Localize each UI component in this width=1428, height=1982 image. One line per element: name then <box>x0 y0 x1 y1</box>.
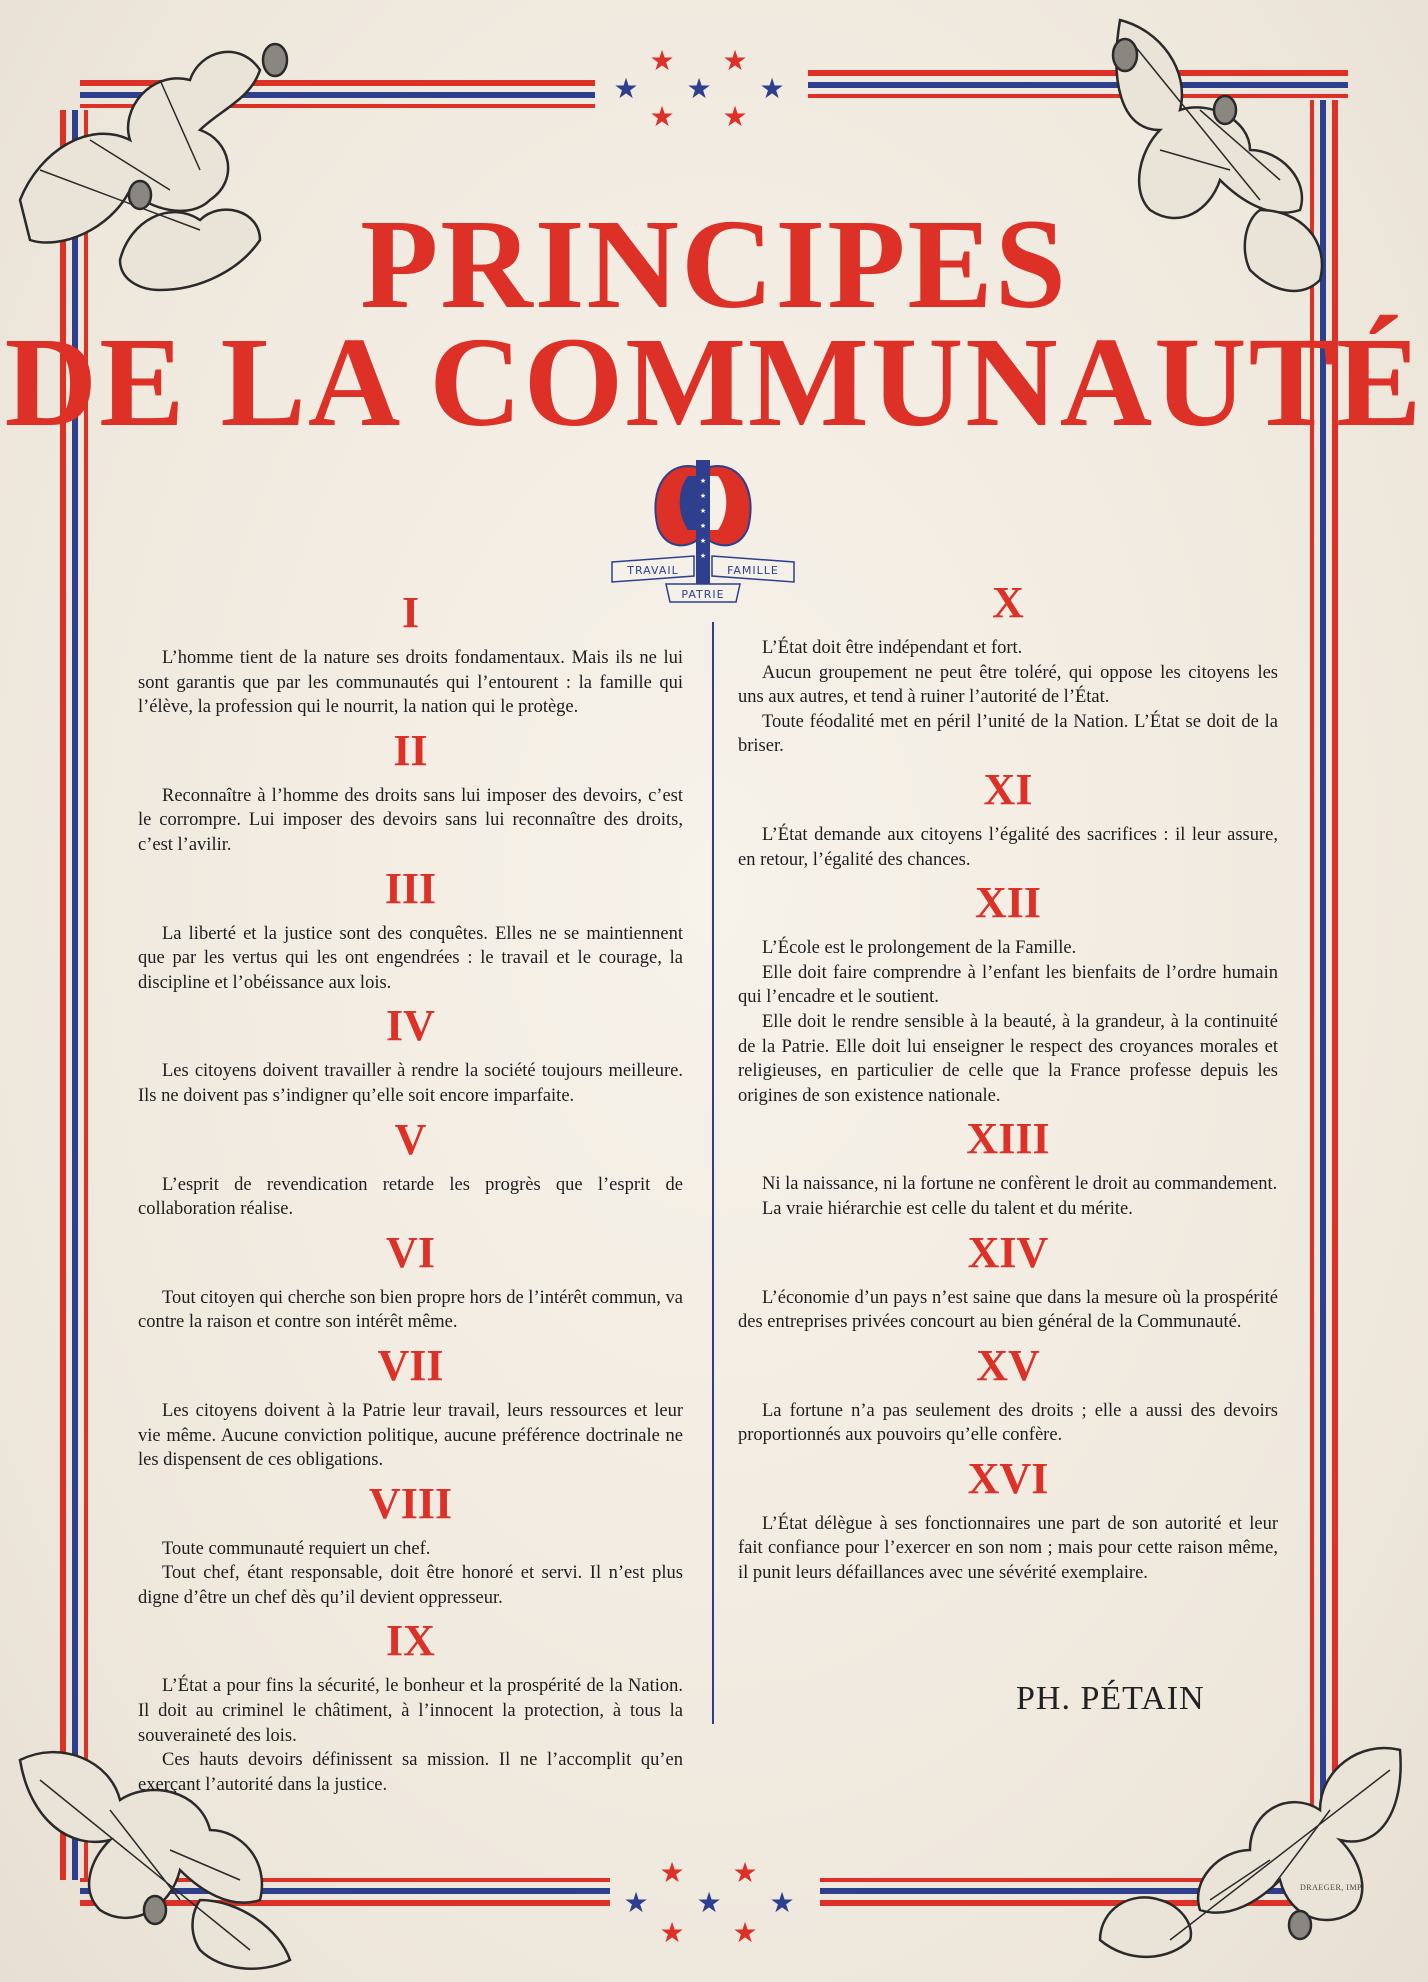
svg-text:★: ★ <box>732 1916 758 1949</box>
article-paragraph: Toute communauté requiert un chef. <box>162 1538 431 1559</box>
article-paragraph: Ni la naissance, ni la fortune ne confèrent le droit au commandement. <box>762 1174 1278 1195</box>
article-numeral: XV <box>976 1340 1040 1390</box>
article-paragraph: Reconnaître à l’homme des droits sans lui imposer des devoirs, c’est le corrompre. Lui imposer des devoirs sans lui reconnaître des droits, c’est l’avilir. <box>138 785 683 855</box>
article-numeral: X <box>992 578 1024 627</box>
article <box>738 1227 1278 1335</box>
svg-text:★: ★ <box>699 522 707 530</box>
svg-text:★: ★ <box>686 72 712 105</box>
article-numeral: XVI <box>967 1453 1049 1503</box>
article-paragraph: Les citoyens doivent à la Patrie leur travail, leurs ressources et leur vie même. Aucune conviction politique, aucune préférence doctrinale ne les dispensent de ces obligations. <box>138 1400 683 1471</box>
article <box>138 1478 683 1611</box>
article <box>138 725 683 858</box>
article-paragraph: Tout chef, étant responsable, doit être honoré et servi. Il n’est plus digne d’être un chef dès qu’il devient oppresseur. <box>138 1563 683 1608</box>
article-paragraph: Elle doit faire comprendre à l’enfant les bienfaits de l’ordre humain qui l’encadre et le soutient. <box>738 962 1278 1008</box>
article-numeral: VII <box>377 1340 444 1390</box>
article-paragraph: Aucun groupement ne peut être toléré, qui oppose les citoyens les uns aux autres, et tend à ruiner l’autorité de l’État. <box>738 662 1278 708</box>
title-line-2: DE LA COMMUNAUTÉ <box>4 311 1424 453</box>
svg-text:★: ★ <box>759 72 785 105</box>
banner-famille: FAMILLE <box>727 564 779 577</box>
article-paragraph: L’École est le prolongement de la Famille. <box>762 938 1077 959</box>
article-paragraph: La liberté et la justice sont des conquêtes. Elles ne se maintiennent que par les vertus qui les ont engendrées : le travail et le courage, la discipline et l’obéissance aux lois. <box>138 923 683 993</box>
article <box>738 1453 1278 1586</box>
right-column <box>738 572 1278 1586</box>
article <box>738 1340 1278 1448</box>
svg-text:★: ★ <box>699 507 707 515</box>
svg-text:★: ★ <box>613 72 639 105</box>
article <box>738 580 1278 759</box>
article-numeral: IX <box>386 1616 435 1666</box>
svg-text:★: ★ <box>623 1886 649 1919</box>
article <box>138 1340 683 1473</box>
article-paragraph: L’État a pour fins la sécurité, le bonheur et la prospérité de la Nation. Il doit au criminel le châtiment, à l’innocent la protection, à tous la souveraineté des lois. <box>138 1676 683 1746</box>
article-paragraph: L’État doit être indépendant et fort. <box>762 638 1023 658</box>
article <box>738 1116 1278 1221</box>
oak-leaves-bottom-right <box>1100 1748 1401 1957</box>
article-paragraph: L’État délègue à ses fonctionnaires une part de son autorité et leur fait confiance pour l’exercer en son nom ; mais pour cette raison même, il punit leurs défaillances avec une sévérité exemplaire. <box>738 1513 1278 1584</box>
svg-text:★: ★ <box>722 100 748 133</box>
article-numeral: V <box>394 1114 427 1164</box>
article <box>738 880 1278 1108</box>
bottom-stars <box>623 1856 794 1949</box>
svg-text:★: ★ <box>769 1886 795 1919</box>
article-paragraph: Tout citoyen qui cherche son bien propre hors de l’intérêt commun, va contre la raison et contre son intérêt même. <box>138 1287 683 1333</box>
printer-mark: DRAEGER, IMP. <box>1300 1883 1364 1892</box>
article <box>138 1003 683 1108</box>
article-numeral: I <box>401 588 420 637</box>
svg-text:★: ★ <box>659 1856 685 1889</box>
article-numeral: XIII <box>966 1114 1050 1164</box>
title-line-1: PRINCIPES <box>360 193 1068 335</box>
article <box>738 764 1278 872</box>
top-stars <box>613 44 784 133</box>
article-paragraph: Les citoyens doivent travailler à rendre la société toujours meilleure. Ils ne doivent pas s’indigner qu’elle soit encore imparfaite. <box>138 1061 683 1106</box>
svg-text:★: ★ <box>699 477 707 485</box>
article-numeral: IV <box>386 1001 435 1051</box>
article-paragraph: La vraie hiérarchie est celle du talent et du mérite. <box>762 1198 1133 1219</box>
svg-text:★: ★ <box>696 1886 722 1919</box>
article-numeral: XIV <box>967 1227 1049 1277</box>
article <box>138 590 683 720</box>
article-numeral: XII <box>974 878 1042 928</box>
article-paragraph: Toute féodalité met en péril l’unité de la Nation. L’État se doit de la briser. <box>738 711 1278 757</box>
svg-text:★: ★ <box>649 100 675 133</box>
signature: PH. PÉTAIN <box>1016 1680 1205 1717</box>
article-paragraph: Elle doit le rendre sensible à la beauté, à la grandeur, à la continuité de la Patrie. Elle doit lui enseigner le respect des croyances morales et religieuses, en particulier de celle que la France professe depuis les origines de son existence nationale. <box>738 1011 1278 1106</box>
svg-text:★: ★ <box>722 44 748 77</box>
banner-travail: TRAVAIL <box>627 564 679 577</box>
svg-text:★: ★ <box>732 1856 758 1889</box>
article-numeral: III <box>384 863 437 913</box>
svg-text:★: ★ <box>699 537 707 545</box>
svg-text:★: ★ <box>649 44 675 77</box>
article <box>138 1227 683 1335</box>
left-column <box>138 582 683 1797</box>
article-paragraph: L’homme tient de la nature ses droits fondamentaux. Mais ils ne lui sont garantis que par les communautés qui l’entourent : la famille qui l’élève, la profession qui le nourrit, la nation qui le protège. <box>138 648 683 718</box>
article-numeral: II <box>393 725 428 775</box>
top-right-stripes <box>808 70 1348 98</box>
svg-text:★: ★ <box>699 492 707 500</box>
article-paragraph: L’État demande aux citoyens l’égalité des sacrifices : il leur assure, en retour, l’égalité des chances. <box>738 824 1278 870</box>
article-numeral: XI <box>983 764 1033 814</box>
article <box>138 1618 683 1797</box>
article-paragraph: La fortune n’a pas seulement des droits ; elle a aussi des devoirs proportionnés aux pouvoirs qu’elle confère. <box>738 1400 1278 1446</box>
article <box>138 863 683 996</box>
banner-patrie: PATRIE <box>681 588 725 601</box>
article <box>138 1114 683 1222</box>
svg-text:★: ★ <box>699 552 707 560</box>
article-numeral: VIII <box>368 1478 453 1528</box>
article-paragraph: L’économie d’un pays n’est saine que dans la mesure où la prospérité des entreprises privées concourt au bien général de la Communauté. <box>738 1287 1278 1333</box>
article-paragraph: Ces hauts devoirs définissent sa mission. Il ne l’accomplit qu’en exerçant l’autorité dans la justice. <box>138 1750 683 1795</box>
article-numeral: VI <box>386 1227 435 1277</box>
article-paragraph: L’esprit de revendication retarde les progrès que l’esprit de collaboration réalise. <box>138 1174 683 1220</box>
svg-text:★: ★ <box>659 1916 685 1949</box>
column-divider <box>712 622 714 1724</box>
